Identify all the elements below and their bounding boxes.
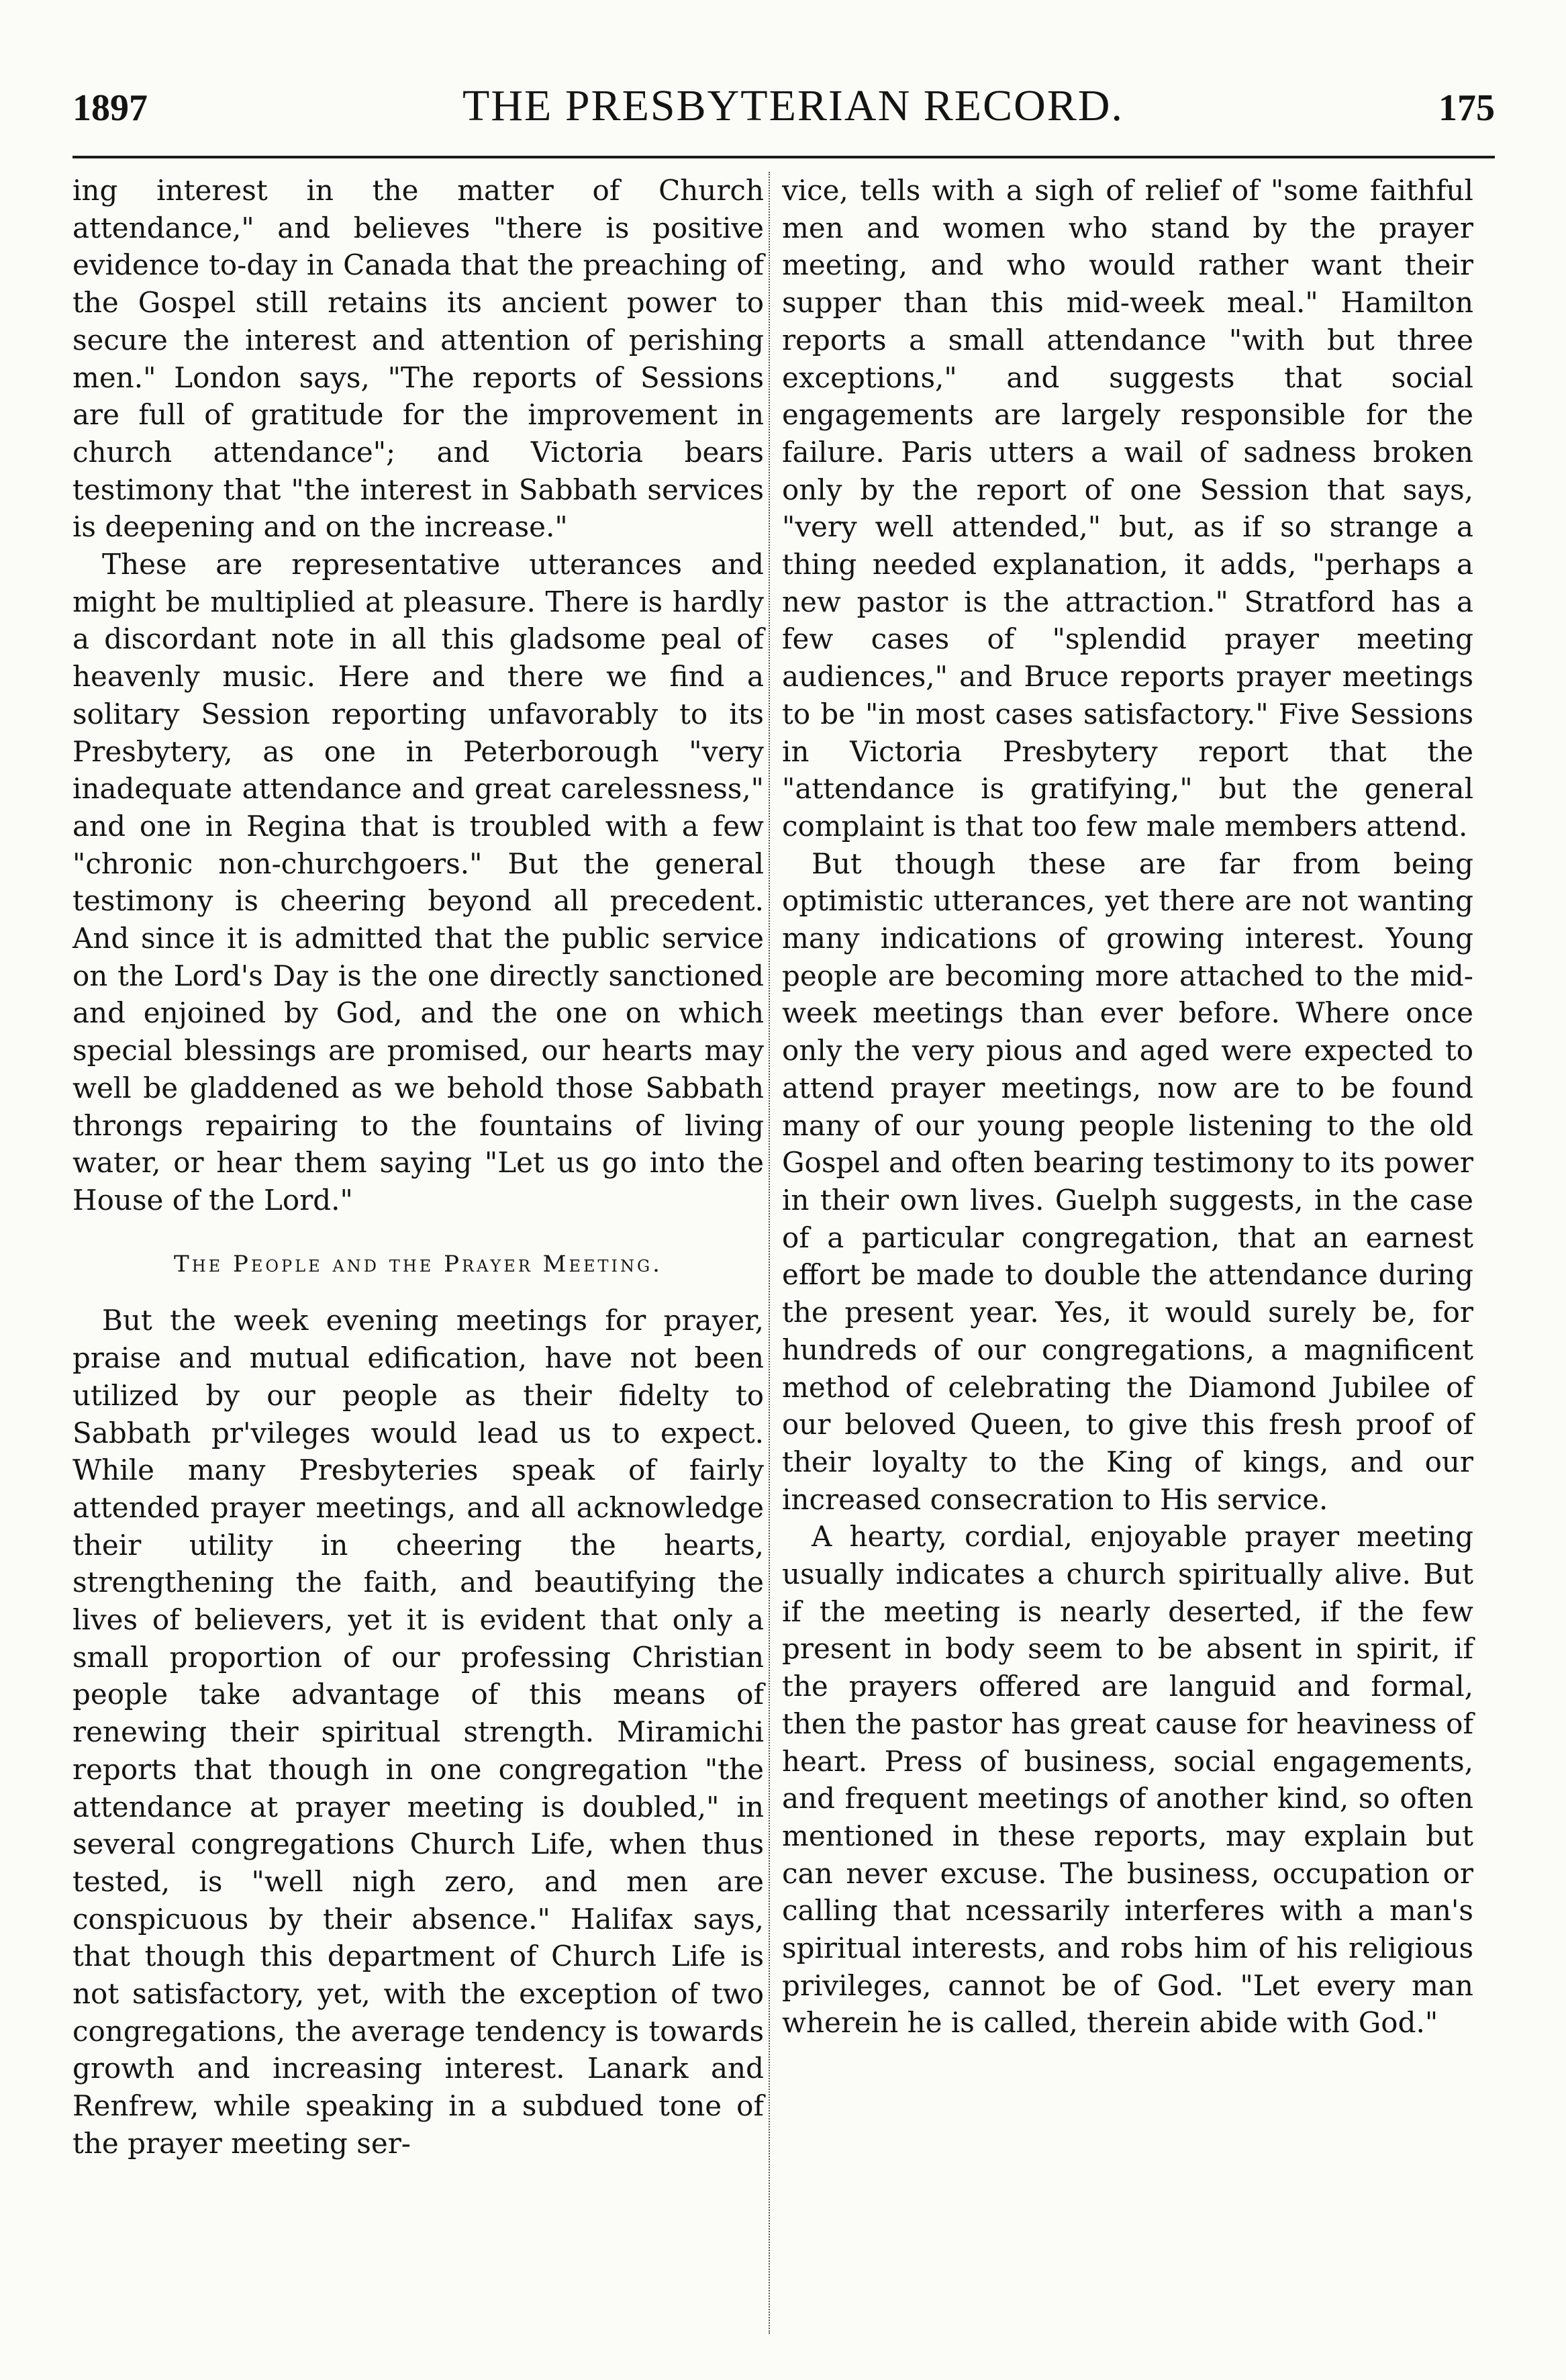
header-rule	[72, 156, 1495, 158]
left-paragraph-3: But the week evening meetings for prayer, praise and mutual edification, have not been utilized by our people as their fidelty to Sabbath pr'vileges would lead us to expect. While many Presbyteries speak of fairly attended prayer meetings, and all acknowledge their utility in cheering the hearts, strengthening the faith, and beautifying the lives of believers, yet it is evident that only a small proportion of our professing Christian people take advantage of this means of renewing their spiritual strength. Miramichi reports that though in one congregation "the attendance at prayer meeting is doubled," in several congregations Church Life, when thus tested, is "well nigh zero, and men are conspicuous by their absence." Halifax says, that though this department of Church Life is not satisfactory, yet, with the exception of two congregations, the average tendency is towards growth and increasing interest. Lanark and Renfrew, while speaking in a subdued tone of the prayer meeting ser-	[72, 1304, 764, 2160]
section-subheading: The People and the Prayer Meeting.	[174, 1250, 663, 1278]
left-column	[72, 172, 764, 2162]
left-paragraph-1: ing interest in the matter of Church attendance," and believes "there is positive evidence to-day in Canada that the preaching of the Gospel still retains its ancient power to secure the interest and attention of perishing men." London says, "The reports of Sessions are full of gratitude for the improvement in church attendance"; and Victoria bears testimony that "the interest in Sabbath services is deepening and on the increase."	[72, 174, 764, 544]
header-year: 1897	[72, 87, 148, 129]
left-paragraph-2: These are representative utterances and might be multiplied at pleasure. There is hardly a discordant note in all this gladsome peal of heavenly music. Here and there we find a solitary Session reporting unfavorably to its Presbytery, as one in Peterborough "very inadequate attendance and great carelessness," and one in Regina that is troubled with a few "chronic non-churchgoers." But the general testimony is cheering beyond all precedent. And since it is admitted that the public service on the Lord's Day is the one directly sanctioned and enjoined by God, and the one on which special blessings are promised, our hearts may well be gladdened as we behold those Sabbath throngs repairing to the fountains of living water, or hear them saying "Let us go into the House of the Lord."	[72, 548, 764, 1217]
right-column	[782, 172, 1473, 2042]
header-title: THE PRESBYTERIAN RECORD.	[462, 81, 1124, 130]
header-page-number: 175	[1438, 87, 1495, 129]
column-divider	[769, 172, 770, 2334]
page-header	[72, 81, 1495, 141]
right-paragraph-3: A hearty, cordial, enjoyable prayer meeting usually indicates a church spiritually alive. But if the meeting is nearly deserted, if the few present in body seem to be absent in spirit, if the prayers offered are languid and formal, then the pastor has great cause for heaviness of heart. Press of business, social engagements, and frequent meetings of another kind, so often mentioned in these reports, may explain but can never excuse. The business, occupation or calling that ncessarily interferes with a man's spiritual interests, and robs him of his religious privileges, cannot be of God. "Let every man wherein he is called, therein abide with God."	[782, 1520, 1473, 2040]
right-paragraph-2: But though these are far from being optimistic utterances, yet there are not wanting many indications of growing interest. Young people are becoming more attached to the mid-week meetings than ever before. Where once only the very pious and aged were expected to attend prayer meetings, now are to be found many of our young people listening to the old Gospel and often bearing testimony to its power in their own lives. Guelph suggests, in the case of a particular congregation, that an earnest effort be made to double the attendance during the present year. Yes, it would surely be, for hundreds of our congregations, a magnificent method of celebrating the Diamond Jubilee of our beloved Queen, to give this fresh proof of their loyalty to the King of kings, and our increased consecration to His service.	[782, 847, 1473, 1516]
right-paragraph-1: vice, tells with a sigh of relief of "some faithful men and women who stand by the prayer meeting, and who would rather want their supper than this mid-week meal." Hamilton reports a small attendance "with but three exceptions," and suggests that social engagements are largely responsible for the failure. Paris utters a wail of sadness broken only by the report of one Session that says, "very well attended," but, as if so strange a thing needed explanation, it adds, "perhaps a new pastor is the attraction." Stratford has a few cases of "splendid prayer meeting audiences," and Bruce reports prayer meetings to be "in most cases satisfactory." Five Sessions in Victoria Presbytery report that the "attendance is gratifying," but the general complaint is that too few male members attend.	[782, 174, 1473, 843]
